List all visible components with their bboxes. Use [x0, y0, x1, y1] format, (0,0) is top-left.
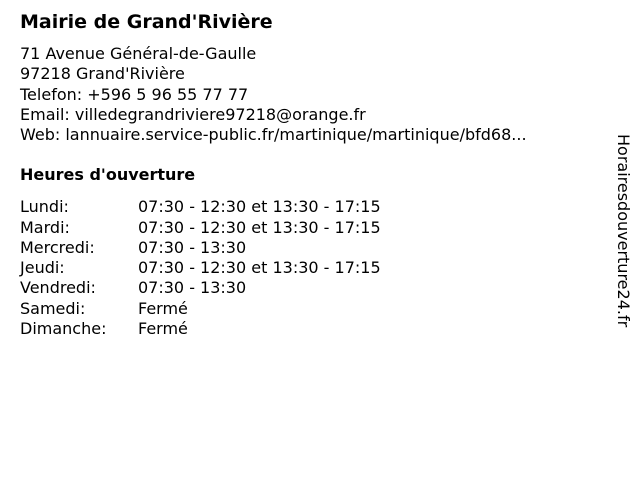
day-hours: Fermé	[138, 318, 188, 338]
hours-row-tuesday	[20, 218, 600, 238]
day-label: Dimanche:	[20, 318, 107, 338]
day-label: Vendredi:	[20, 278, 96, 298]
day-label: Lundi:	[20, 197, 69, 217]
hours-heading: Heures d'ouverture	[20, 165, 196, 185]
hours-row-friday	[20, 278, 600, 298]
address-city: 97218 Grand'Rivière	[20, 64, 185, 84]
address-street: 71 Avenue Général-de-Gaulle	[20, 44, 257, 63]
day-label: Mercredi:	[20, 237, 95, 257]
day-hours: 07:30 - 13:30	[138, 278, 247, 298]
day-hours: 07:30 - 12:30 et 13:30 - 17:15	[138, 217, 381, 237]
day-hours: 07:30 - 13:30	[138, 237, 247, 257]
day-hours: 07:30 - 12:30 et 13:30 - 17:15	[138, 197, 381, 217]
hours-row-thursday	[20, 258, 600, 278]
day-hours: 07:30 - 12:30 et 13:30 - 17:15	[138, 258, 381, 278]
day-hours: Fermé	[138, 298, 188, 318]
hours-row-monday	[20, 197, 600, 217]
email-line: Email: villedegrandriviere97218@orange.fr	[20, 104, 366, 124]
phone-line: Telefon: +596 5 96 55 77 77	[20, 84, 249, 104]
hours-table	[20, 197, 600, 338]
day-label: Samedi:	[20, 298, 86, 318]
business-card	[20, 10, 600, 339]
brand-watermark: Horairesdouverture24.fr	[614, 134, 633, 328]
day-label: Jeudi:	[20, 258, 65, 278]
web-line: Web: lannuaire.service-public.fr/martinique/martinique/bfd68...	[20, 125, 527, 145]
hours-row-sunday	[20, 319, 600, 339]
hours-row-saturday	[20, 299, 600, 319]
business-name: Mairie de Grand'Rivière	[20, 11, 273, 33]
day-label: Mardi:	[20, 217, 70, 237]
hours-row-wednesday	[20, 238, 600, 258]
